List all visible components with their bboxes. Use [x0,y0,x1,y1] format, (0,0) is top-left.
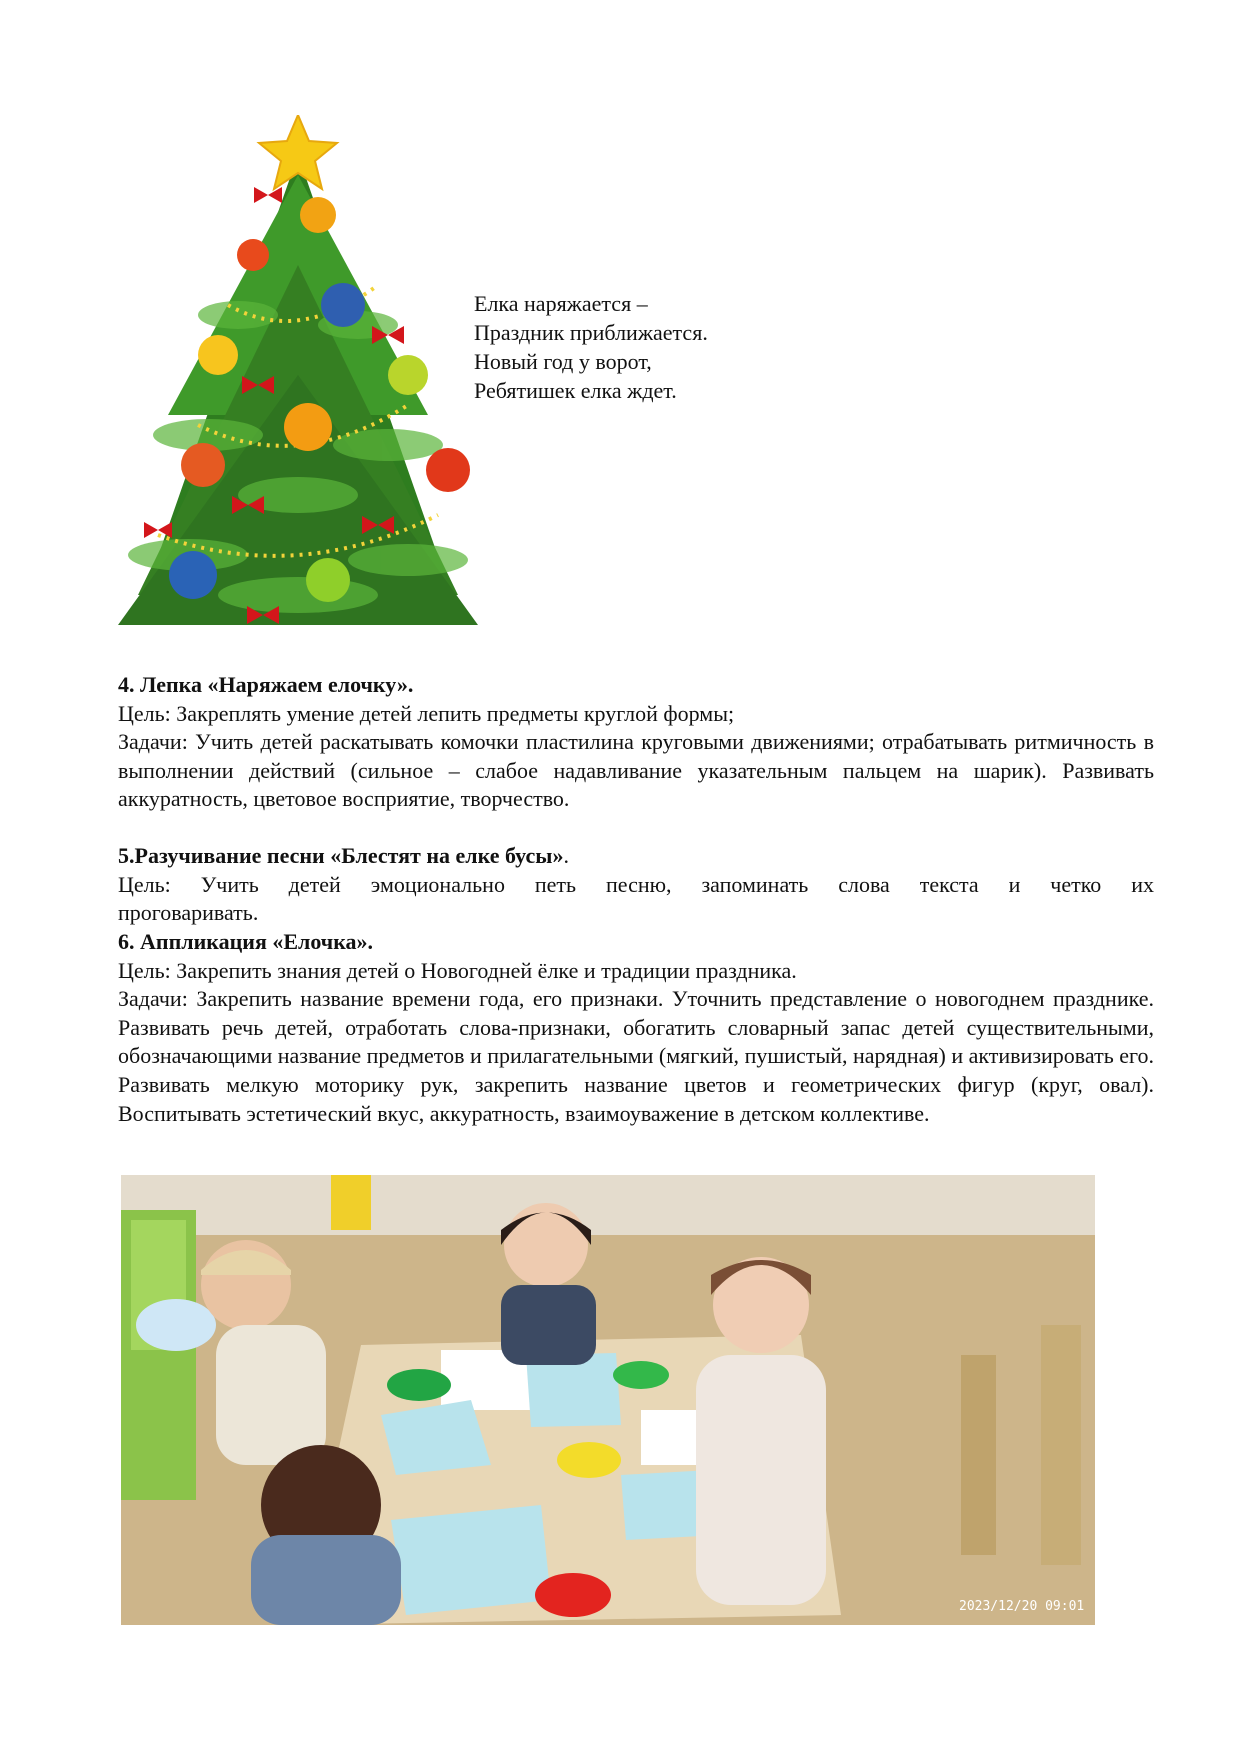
section-4-heading: 4. Лепка «Наряжаем елочку». [118,672,414,697]
section-5-heading-tail: . [563,843,569,868]
orange-bauble [300,197,336,233]
section-6-tasks: Задачи: Закрепить название времени года, его признаки. Уточнить представление о новогоднем празднике. Развивать речь детей, отработать слова-признаки, обогатить словарный запас детей существительными, обозначающими название предметов и прилагательными (мягкий, пушистый, нарядная) и активизировать его. Развивать мелкую моторику рук, закрепить название цветов и геометрических фигур (круг, овал). Воспитывать эстетический вкус, аккуратность, взаимоуважение в детском коллективе. [118,986,1154,1126]
section-5-heading: 5.Разучивание песни «Блестят на елке бусы» [118,843,564,868]
section-4-tasks: Задачи: Учить детей раскатывать комочки пластилина круговыми движениями; отрабатывать ритмичность в выполнении действий (сильное – слабое надавливание указательным пальцем на шарик). Развивать аккуратность, цветовое восприятие, творчество. [118,729,1154,812]
lime-bauble [388,355,428,395]
red-bauble [426,448,470,492]
orange-bauble [284,403,332,451]
christmas-tree-illustration [118,115,478,645]
section-4 [118,671,1154,814]
section-6-heading: 6. Аппликация «Елочка». [118,929,374,954]
section-6 [118,928,1154,1128]
poem [474,289,708,405]
section-6-goal: Цель: Закрепить знания детей о Новогодней ёлке и традиции праздника. [118,957,797,983]
blue-bauble [169,551,217,599]
section-5 [118,842,1154,928]
poem-line: Елка наряжается – [474,291,648,316]
section-5-goal-line2: проговаривать. [118,900,259,926]
yellow-bauble [198,335,238,375]
red-bauble [181,443,225,487]
poem-line: Новый год у ворот, [474,349,652,374]
classroom-photo [121,1175,1095,1625]
red-bauble [237,239,269,271]
poem-line: Праздник приближается. [474,320,708,345]
section-5-goal-line1: Цель: Учить детей эмоционально петь песню, запоминать слова текста и четко их [118,871,1154,897]
photo-timestamp: 2023/12/20 09:01 [959,1599,1085,1614]
green-bauble [306,558,350,602]
section-4-goal: Цель: Закреплять умение детей лепить предметы круглой формы; [118,700,735,726]
poem-line: Ребятишек елка ждет. [474,378,677,403]
blue-bauble [321,283,365,327]
